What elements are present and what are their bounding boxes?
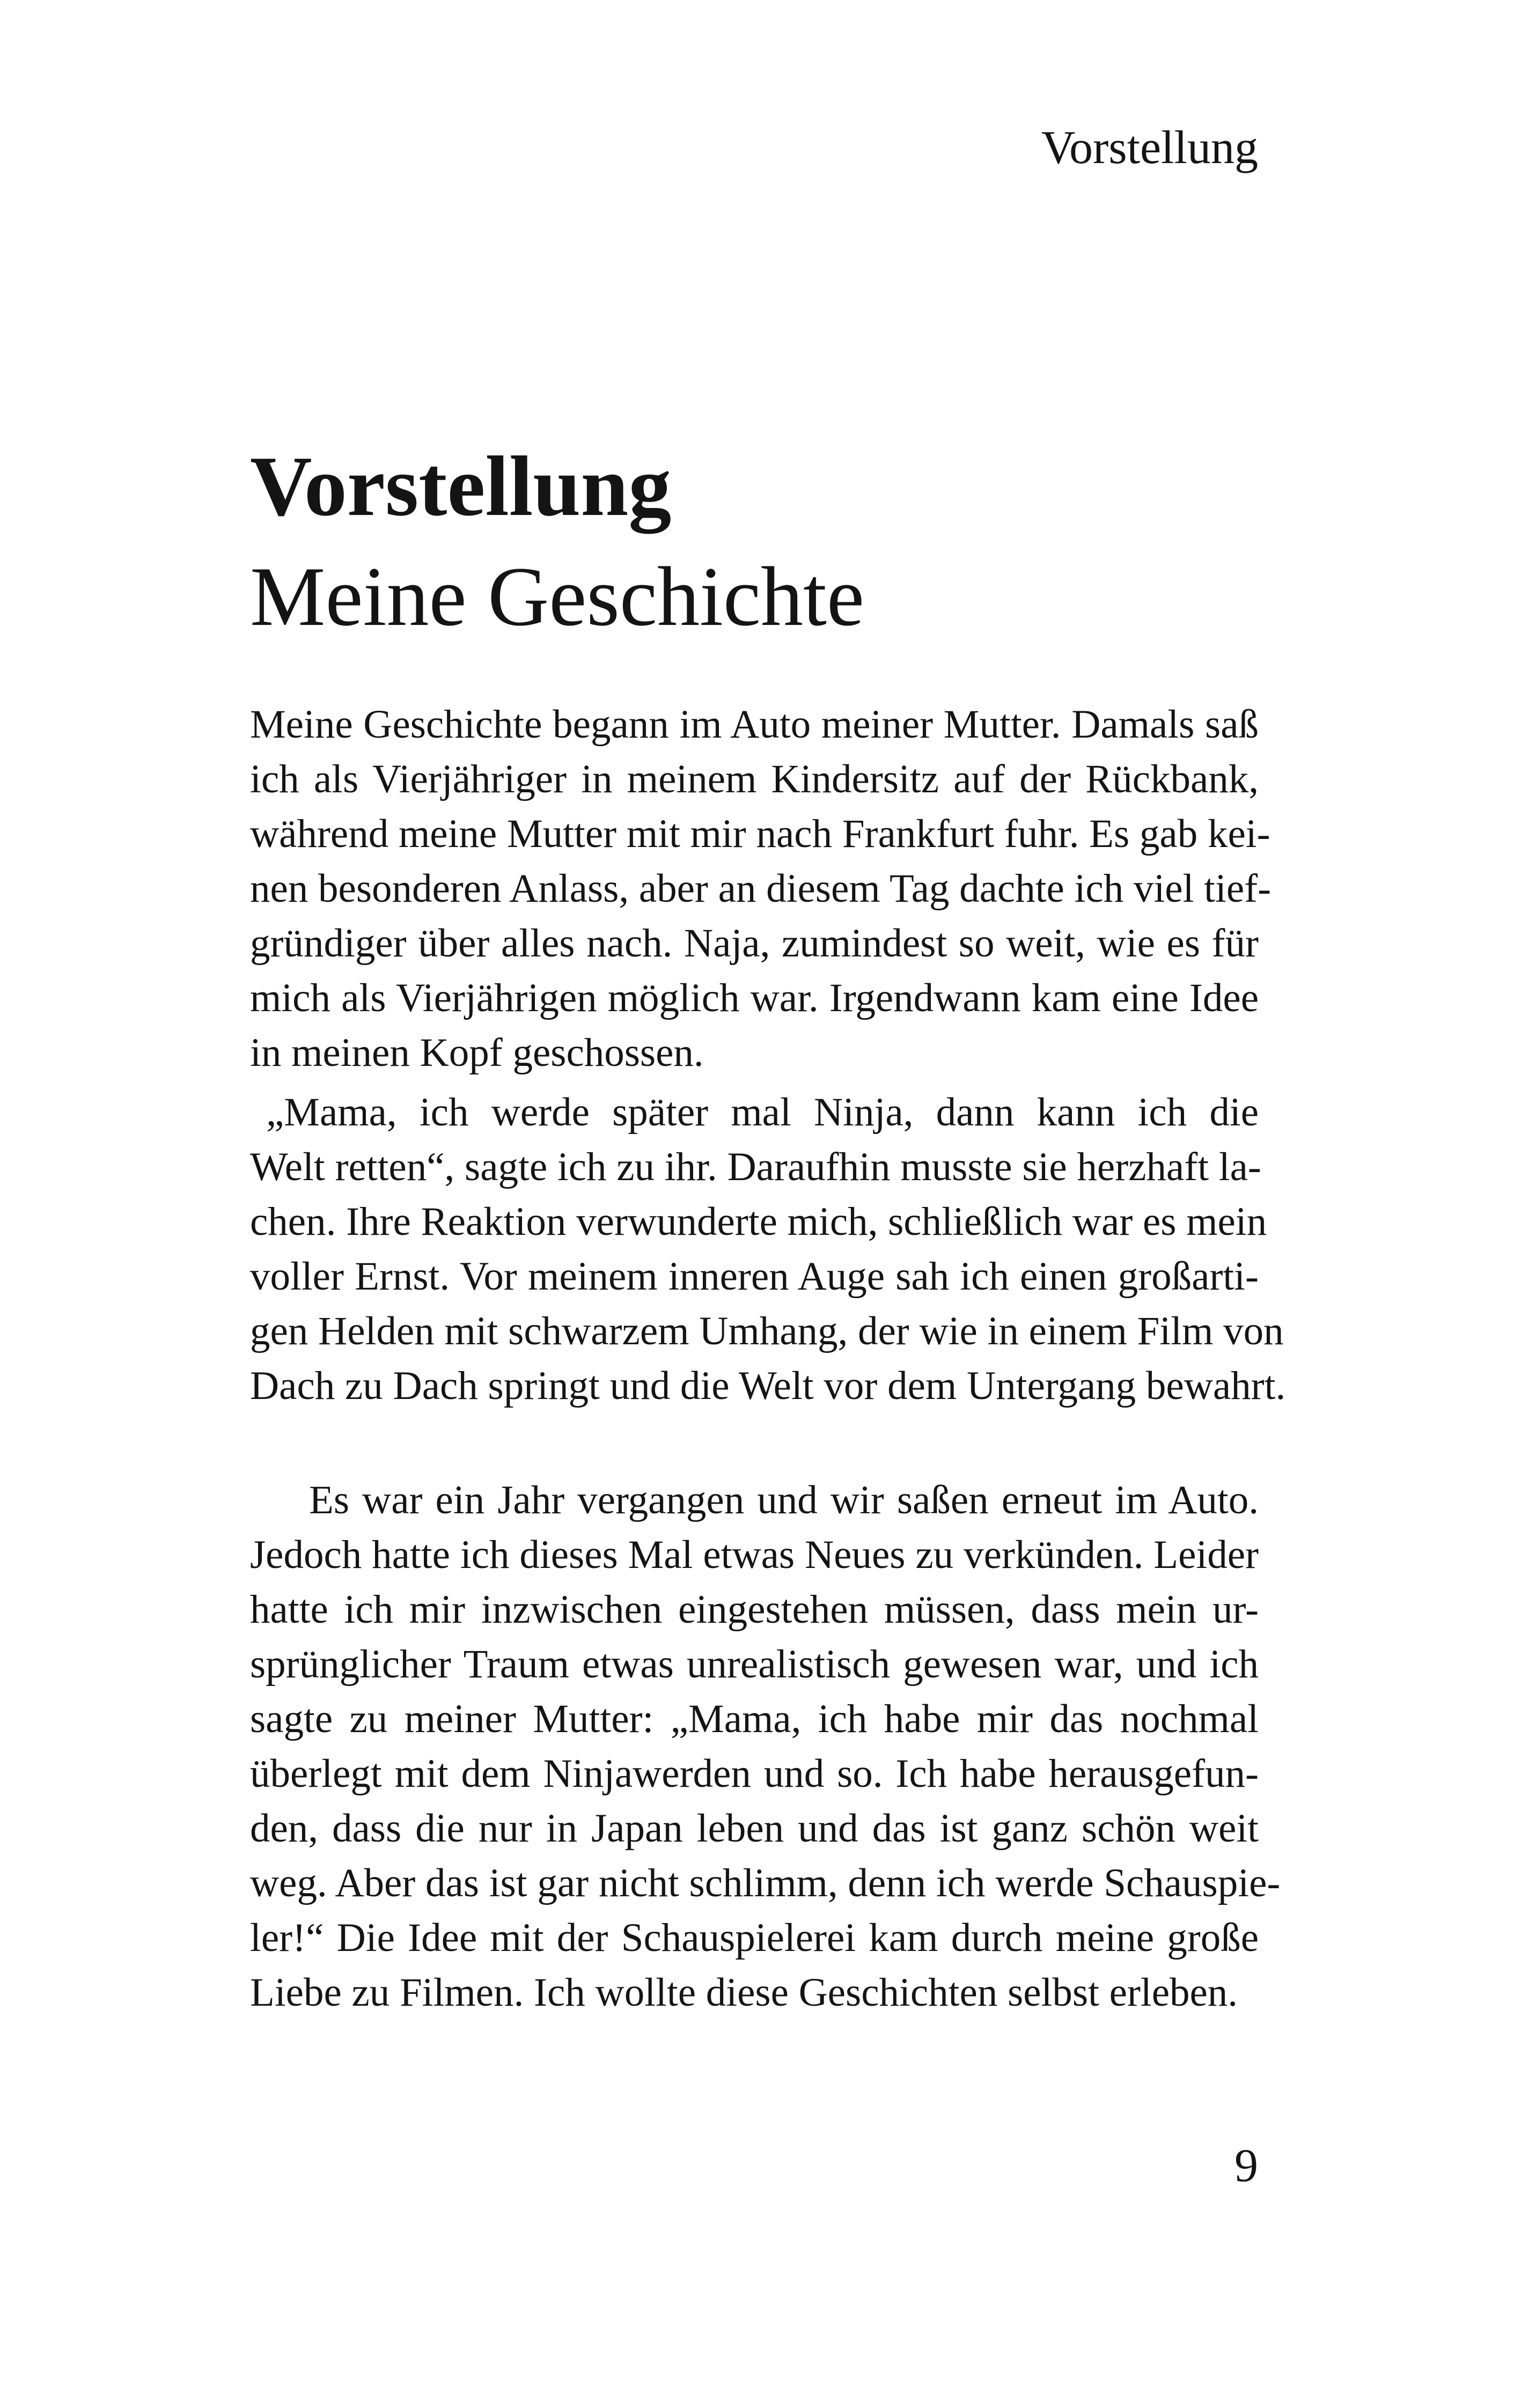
- text-line: während meine Mutter mit mir nach Frankfurt fuhr. Es gab kei-: [250, 812, 1270, 856]
- text-line: den, dass die nur in Japan leben und das ist ganz schön weit: [250, 1806, 1259, 1851]
- text-line: Liebe zu Filmen. Ich wollte diese Geschichten selbst erleben.: [250, 1970, 1238, 2015]
- paragraph: [250, 1085, 1286, 1468]
- paragraph: [250, 697, 1272, 1080]
- text-line: weg. Aber das ist gar nicht schlimm, denn ich werde Schauspie-: [250, 1861, 1281, 1905]
- text-line: mich als Vierjährigen möglich war. Irgendwann kam eine Idee: [250, 976, 1259, 1020]
- paragraph: [250, 1473, 1281, 2020]
- page-number: 9: [1235, 2140, 1258, 2192]
- text-line: Meine Geschichte begann im Auto meiner Mutter. Damals saß: [250, 702, 1259, 747]
- text-line: in meinen Kopf geschossen.: [250, 1030, 704, 1075]
- text-line: Welt retten“, sagte ich zu ihr. Daraufhin musste sie herzhaft la-: [250, 1145, 1261, 1189]
- text-line: überlegt mit dem Ninjawerden und so. Ich habe herausgefun-: [250, 1751, 1259, 1796]
- text-line: gründiger über alles nach. Naja, zumindest so weit, wie es für: [250, 921, 1259, 966]
- text-line: ich als Vierjähriger in meinem Kindersitz auf der Rückbank,: [250, 757, 1259, 801]
- chapter-title: Vorstellung: [250, 438, 672, 534]
- text-line: Jedoch hatte ich dieses Mal etwas Neues zu verkünden. Leider: [250, 1533, 1259, 1577]
- text-line: voller Ernst. Vor meinem inneren Auge sah ich einen großarti-: [250, 1254, 1259, 1299]
- text-line: sprünglicher Traum etwas unrealistisch gewesen war, und ich: [250, 1642, 1259, 1687]
- text-line: hatte ich mir inzwischen eingestehen müssen, dass mein ur-: [250, 1587, 1259, 1632]
- text-line: ler!“ Die Idee mit der Schauspielerei kam durch meine große: [250, 1916, 1259, 1960]
- text-line: „Mama, ich werde später mal Ninja, dann kann ich die: [266, 1090, 1259, 1135]
- text-line: gen Helden mit schwarzem Umhang, der wie in einem Film von: [250, 1309, 1284, 1353]
- body-text: [250, 697, 1286, 2020]
- text-line: Es war ein Jahr vergangen und wir saßen erneut im Auto.: [309, 1478, 1259, 1522]
- running-header: Vorstellung: [1041, 122, 1258, 174]
- text-line: sagte zu meiner Mutter: „Mama, ich habe mir das nochmal: [250, 1697, 1259, 1741]
- text-line: [250, 1413, 1259, 1468]
- chapter-subtitle: Meine Geschichte: [250, 550, 865, 644]
- text-line: Dach zu Dach springt und die Welt vor dem Untergang bewahrt.: [250, 1364, 1286, 1408]
- text-line: nen besonderen Anlass, aber an diesem Tag dachte ich viel tief-: [250, 866, 1272, 911]
- text-line: chen. Ihre Reaktion verwunderte mich, schließlich war es mein: [250, 1199, 1267, 1244]
